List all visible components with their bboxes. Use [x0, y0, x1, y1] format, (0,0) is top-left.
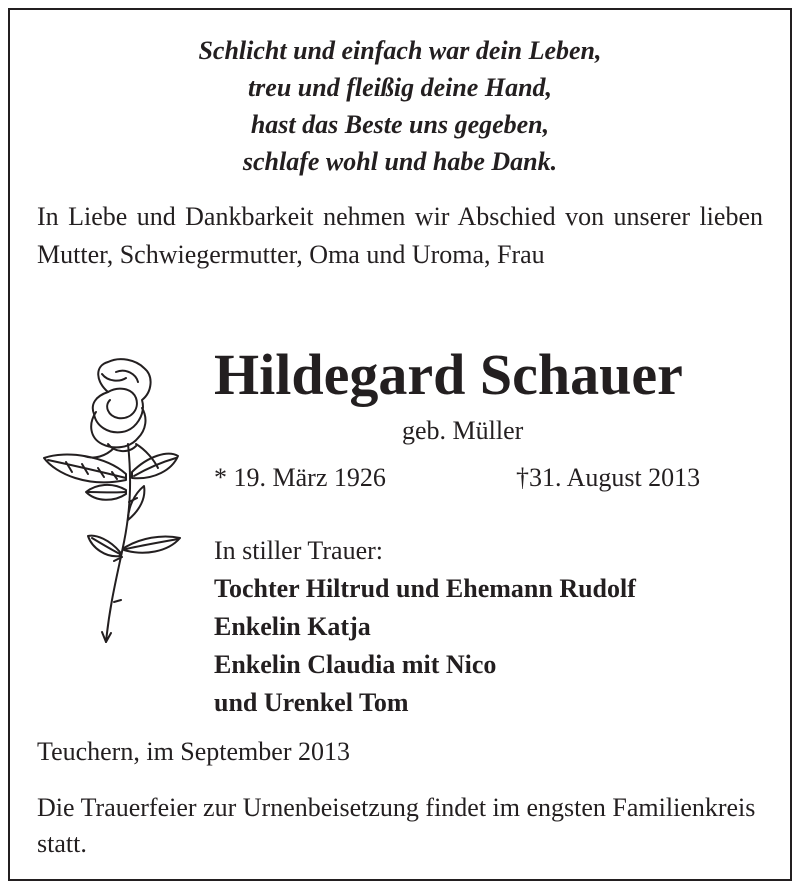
mourner-line: Enkelin Katja — [214, 612, 371, 641]
deceased-name: Hildegard Schauer — [214, 342, 683, 407]
mourner-line: Tochter Hiltrud und Ehemann Rudolf — [214, 574, 636, 603]
maiden-name: geb. Müller — [402, 416, 524, 445]
mourner-line: und Urenkel Tom — [214, 688, 409, 717]
poem-line: treu und fleißig deine Hand, — [247, 73, 553, 102]
death-date: †31. August 2013 — [516, 463, 701, 492]
poem-line: Schlicht und einfach war dein Leben, — [198, 36, 602, 65]
intro-text: In Liebe und Dankbarkeit nehmen wir Abschied von unserer lieben Mutter, Schwiegermutter, Oma und Uroma, Frau — [37, 202, 763, 269]
poem — [0, 32, 800, 180]
birth-date: * 19. März 1926 — [214, 463, 386, 492]
mourners-heading: In stiller Trauer: — [214, 536, 383, 565]
place-date: Teuchern, im September 2013 — [37, 737, 350, 766]
funeral-note: Die Trauerfeier zur Urnenbeisetzung findet im engsten Familienkreis statt. — [37, 793, 756, 858]
mourner-line: Enkelin Claudia mit Nico — [214, 650, 497, 679]
rose-icon — [36, 352, 186, 652]
poem-line: schlafe wohl und habe Dank. — [242, 147, 558, 176]
poem-line: hast das Beste uns gegeben, — [250, 110, 550, 139]
mourners-block — [214, 532, 636, 722]
